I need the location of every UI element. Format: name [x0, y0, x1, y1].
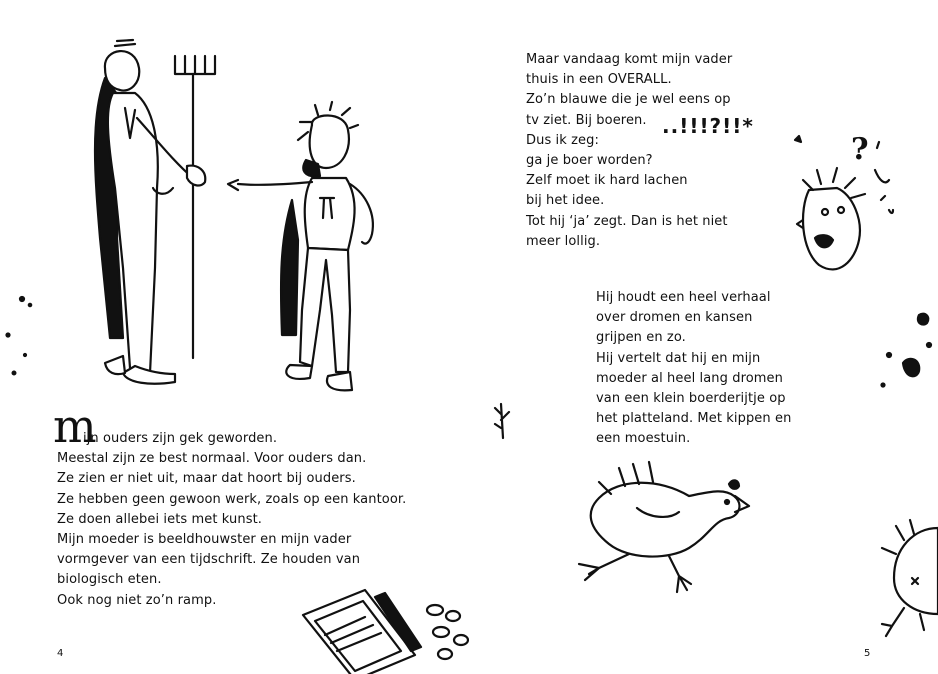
- paragraph-line: ijn ouders zijn gek geworden.: [83, 431, 278, 446]
- paragraph-line: Hij houdt een heel verhaal: [596, 290, 771, 305]
- flower-sprig-icon: [493, 400, 513, 440]
- paragraph-line: Zelf moet ik hard lachen: [526, 173, 688, 189]
- paragraph-line: tv ziet. Bij boeren.: [526, 112, 647, 128]
- paragraph-line: ga je boer worden?: [526, 153, 653, 169]
- boy-pointing-illustration: [220, 110, 410, 400]
- paragraph-line: van een klein boerderijtje op: [596, 391, 786, 407]
- paragraph-line: Ook nog niet zo’n ramp.: [57, 592, 217, 608]
- exclamation-marks: ..!!!?!!*: [662, 114, 754, 138]
- paragraph-line: grijpen en zo.: [596, 330, 686, 346]
- paragraph-line: over dromen en kansen: [596, 310, 753, 326]
- paragraph-line: een moestuin.: [596, 431, 691, 447]
- paragraph-line: Ze doen allebei iets met kunst.: [57, 511, 263, 527]
- running-chicken-illustration: [559, 458, 759, 603]
- paragraph-line: Mijn moeder is beeldhouwster en mijn vader: [57, 532, 352, 548]
- paragraph-line: Meestal zijn ze best normaal. Voor ouders dan.: [57, 451, 367, 467]
- paragraph-line: Dus ik zeg:: [526, 132, 599, 148]
- page-number: 5: [864, 648, 871, 659]
- left-paragraph: [57, 429, 406, 611]
- paragraph-line: moeder al heel lang dromen: [596, 370, 783, 386]
- chicken-partial-illustration: [874, 518, 938, 648]
- ink-splatter-icon: [0, 285, 50, 385]
- paragraph-line: Maar vandaag komt mijn vader: [526, 52, 733, 67]
- drop-cap: m: [53, 399, 97, 453]
- paragraph-line: Ze zien er niet uit, maar dat hoort bij ouders.: [57, 471, 356, 487]
- paragraph-line: Hij vertelt dat hij en mijn: [596, 350, 761, 366]
- paragraph-line: het platteland. Met kippen en: [596, 411, 792, 427]
- paragraph-line: thuis in een OVERALL.: [526, 72, 672, 88]
- seed-packet-illustration: [295, 585, 435, 674]
- paragraph-line: biologisch eten.: [57, 572, 162, 588]
- paragraph-line: meer lollig.: [526, 233, 601, 249]
- paragraph-line: bij het idee.: [526, 193, 605, 209]
- right-middle-paragraph: [596, 288, 791, 450]
- question-mark: ?: [851, 132, 869, 167]
- shocked-boy-face-illustration: [789, 150, 909, 280]
- ink-splatter-icon: [869, 305, 938, 405]
- beans-illustration: [425, 600, 469, 665]
- right-page: [469, 0, 938, 674]
- father-with-pitchfork-illustration: [75, 38, 225, 398]
- right-top-paragraph: [526, 50, 732, 252]
- paragraph-line: Tot hij ‘ja’ zegt. Dan is het niet: [526, 213, 728, 229]
- page-number: 4: [57, 648, 64, 659]
- paragraph-line: Ze hebben geen gewoon werk, zoals op een kantoor.: [57, 491, 407, 507]
- paragraph-line: Zo’n blauwe die je wel eens op: [526, 92, 731, 108]
- paragraph-line: vormgever van een tijdschrift. Ze houden van: [57, 552, 361, 568]
